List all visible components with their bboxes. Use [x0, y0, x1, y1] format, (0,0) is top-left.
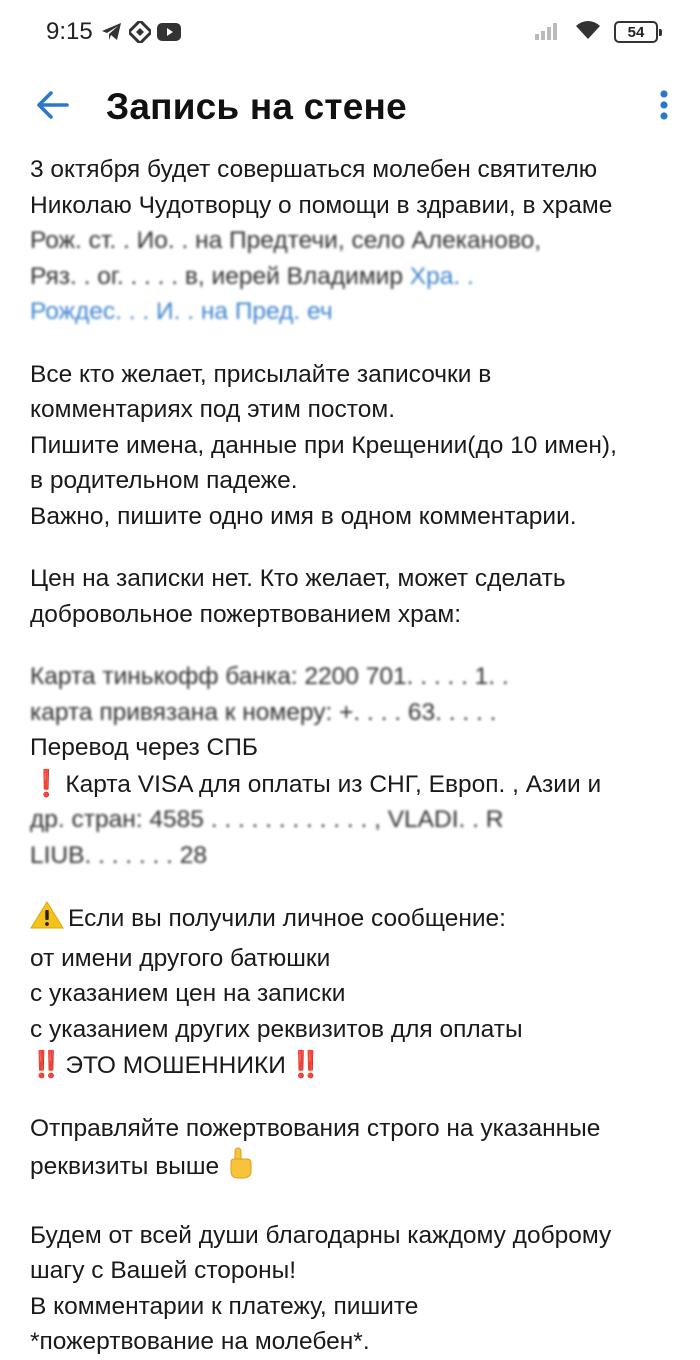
text-line-redacted: Карта тинькофф банка: 2200 701. . . . . 1. .	[30, 663, 509, 690]
app-bar	[0, 64, 700, 150]
text-span: Если вы получили личное сообщение:	[68, 905, 506, 932]
text-line: Цен на записки нет. Кто желает, может сделать	[30, 565, 566, 592]
post-paragraph	[30, 1218, 672, 1360]
text-line	[30, 1146, 672, 1191]
text-line-redacted: карта привязана к номеру: +. . . . 63. . . . .	[30, 698, 497, 726]
status-bar	[0, 0, 700, 64]
text-line: *пожертвование на молебен*.	[30, 1328, 370, 1355]
text-line: шагу с Вашей стороны!	[30, 1257, 297, 1284]
text-line: с указанием других реквизитов для оплаты	[30, 1015, 523, 1043]
exclamation-icon: ❗	[30, 767, 60, 798]
more-vertical-icon	[659, 89, 669, 126]
text-line-redacted: Рож. ст. . Ио. . на Предтечи, село Алеканово,	[30, 227, 542, 254]
text-line: В комментарии к платежу, пишите	[30, 1292, 419, 1320]
text-line: Николаю Чудотворцу о помощи в здравии, в храме	[30, 191, 613, 219]
signal-icon	[534, 20, 562, 45]
post-paragraph	[30, 900, 672, 1084]
text-line-redacted: LIUB. . . . . . . 28	[30, 841, 208, 869]
church-link[interactable]: Хра. .	[409, 262, 474, 290]
double-exclamation-icon: ‼️	[289, 1049, 320, 1079]
post-paragraph	[30, 1111, 672, 1191]
church-link[interactable]: Рождес. . . И. . на Пред. еч	[30, 298, 333, 325]
warning-icon	[30, 900, 64, 941]
more-options-button[interactable]	[652, 85, 676, 129]
text-line	[30, 1047, 672, 1084]
text-line: от имени другого батюшки	[30, 944, 331, 972]
battery-indicator: 54	[614, 21, 658, 43]
text-line	[30, 766, 672, 803]
double-exclamation-icon: ‼️	[30, 1049, 60, 1079]
post-paragraph	[30, 152, 672, 330]
back-button[interactable]	[30, 85, 74, 129]
post-text	[0, 152, 700, 1360]
pointing-up-hand-icon	[225, 1146, 255, 1191]
text-span: Карта VISA для оплаты из СНГ, Европ. , Азии и	[65, 770, 602, 798]
text-span: ЭТО МОШЕННИКИ	[65, 1052, 286, 1079]
text-span: реквизиты выше	[30, 1153, 220, 1180]
youtube-icon	[157, 23, 181, 41]
app-icon	[129, 21, 151, 43]
text-line: Важно, пишите одно имя в одном комментарии.	[30, 502, 577, 530]
status-time: 9:15	[46, 18, 93, 45]
text-line-redacted: др. стран: 4585 . . . . . . . . . . . . , VLADI. . R	[30, 806, 504, 833]
text-span: Ряз. . ог. . . . . в, иерей Владимир	[30, 262, 410, 290]
text-line: 3 октября будет совершаться молебен святителю	[30, 156, 598, 183]
text-line	[30, 900, 672, 941]
post-paragraph	[30, 659, 672, 873]
telegram-icon	[101, 22, 123, 42]
post-paragraph	[30, 561, 672, 632]
post-paragraph	[30, 357, 672, 535]
text-line: комментариях под этим постом.	[30, 396, 396, 423]
text-line: с указанием цен на записки	[30, 980, 346, 1007]
text-line: Перевод через СПБ	[30, 734, 258, 761]
text-line: Пишите имена, данные при Крещении(до 10 имен),	[30, 431, 617, 459]
wifi-icon	[574, 19, 602, 46]
text-line-redacted	[30, 259, 672, 295]
status-right	[534, 19, 658, 46]
text-line: Будем от всей души благодарны каждому доброму	[30, 1221, 612, 1249]
page-title: Запись на стене	[106, 86, 407, 127]
text-line: в родительном падеже.	[30, 467, 298, 494]
text-line: добровольное пожертвованием храм:	[30, 600, 461, 628]
text-line: Отправляйте пожертвования строго на указанные	[30, 1114, 601, 1142]
text-line: Все кто желает, присылайте записочки в	[30, 360, 492, 388]
arrow-left-icon	[35, 90, 69, 125]
